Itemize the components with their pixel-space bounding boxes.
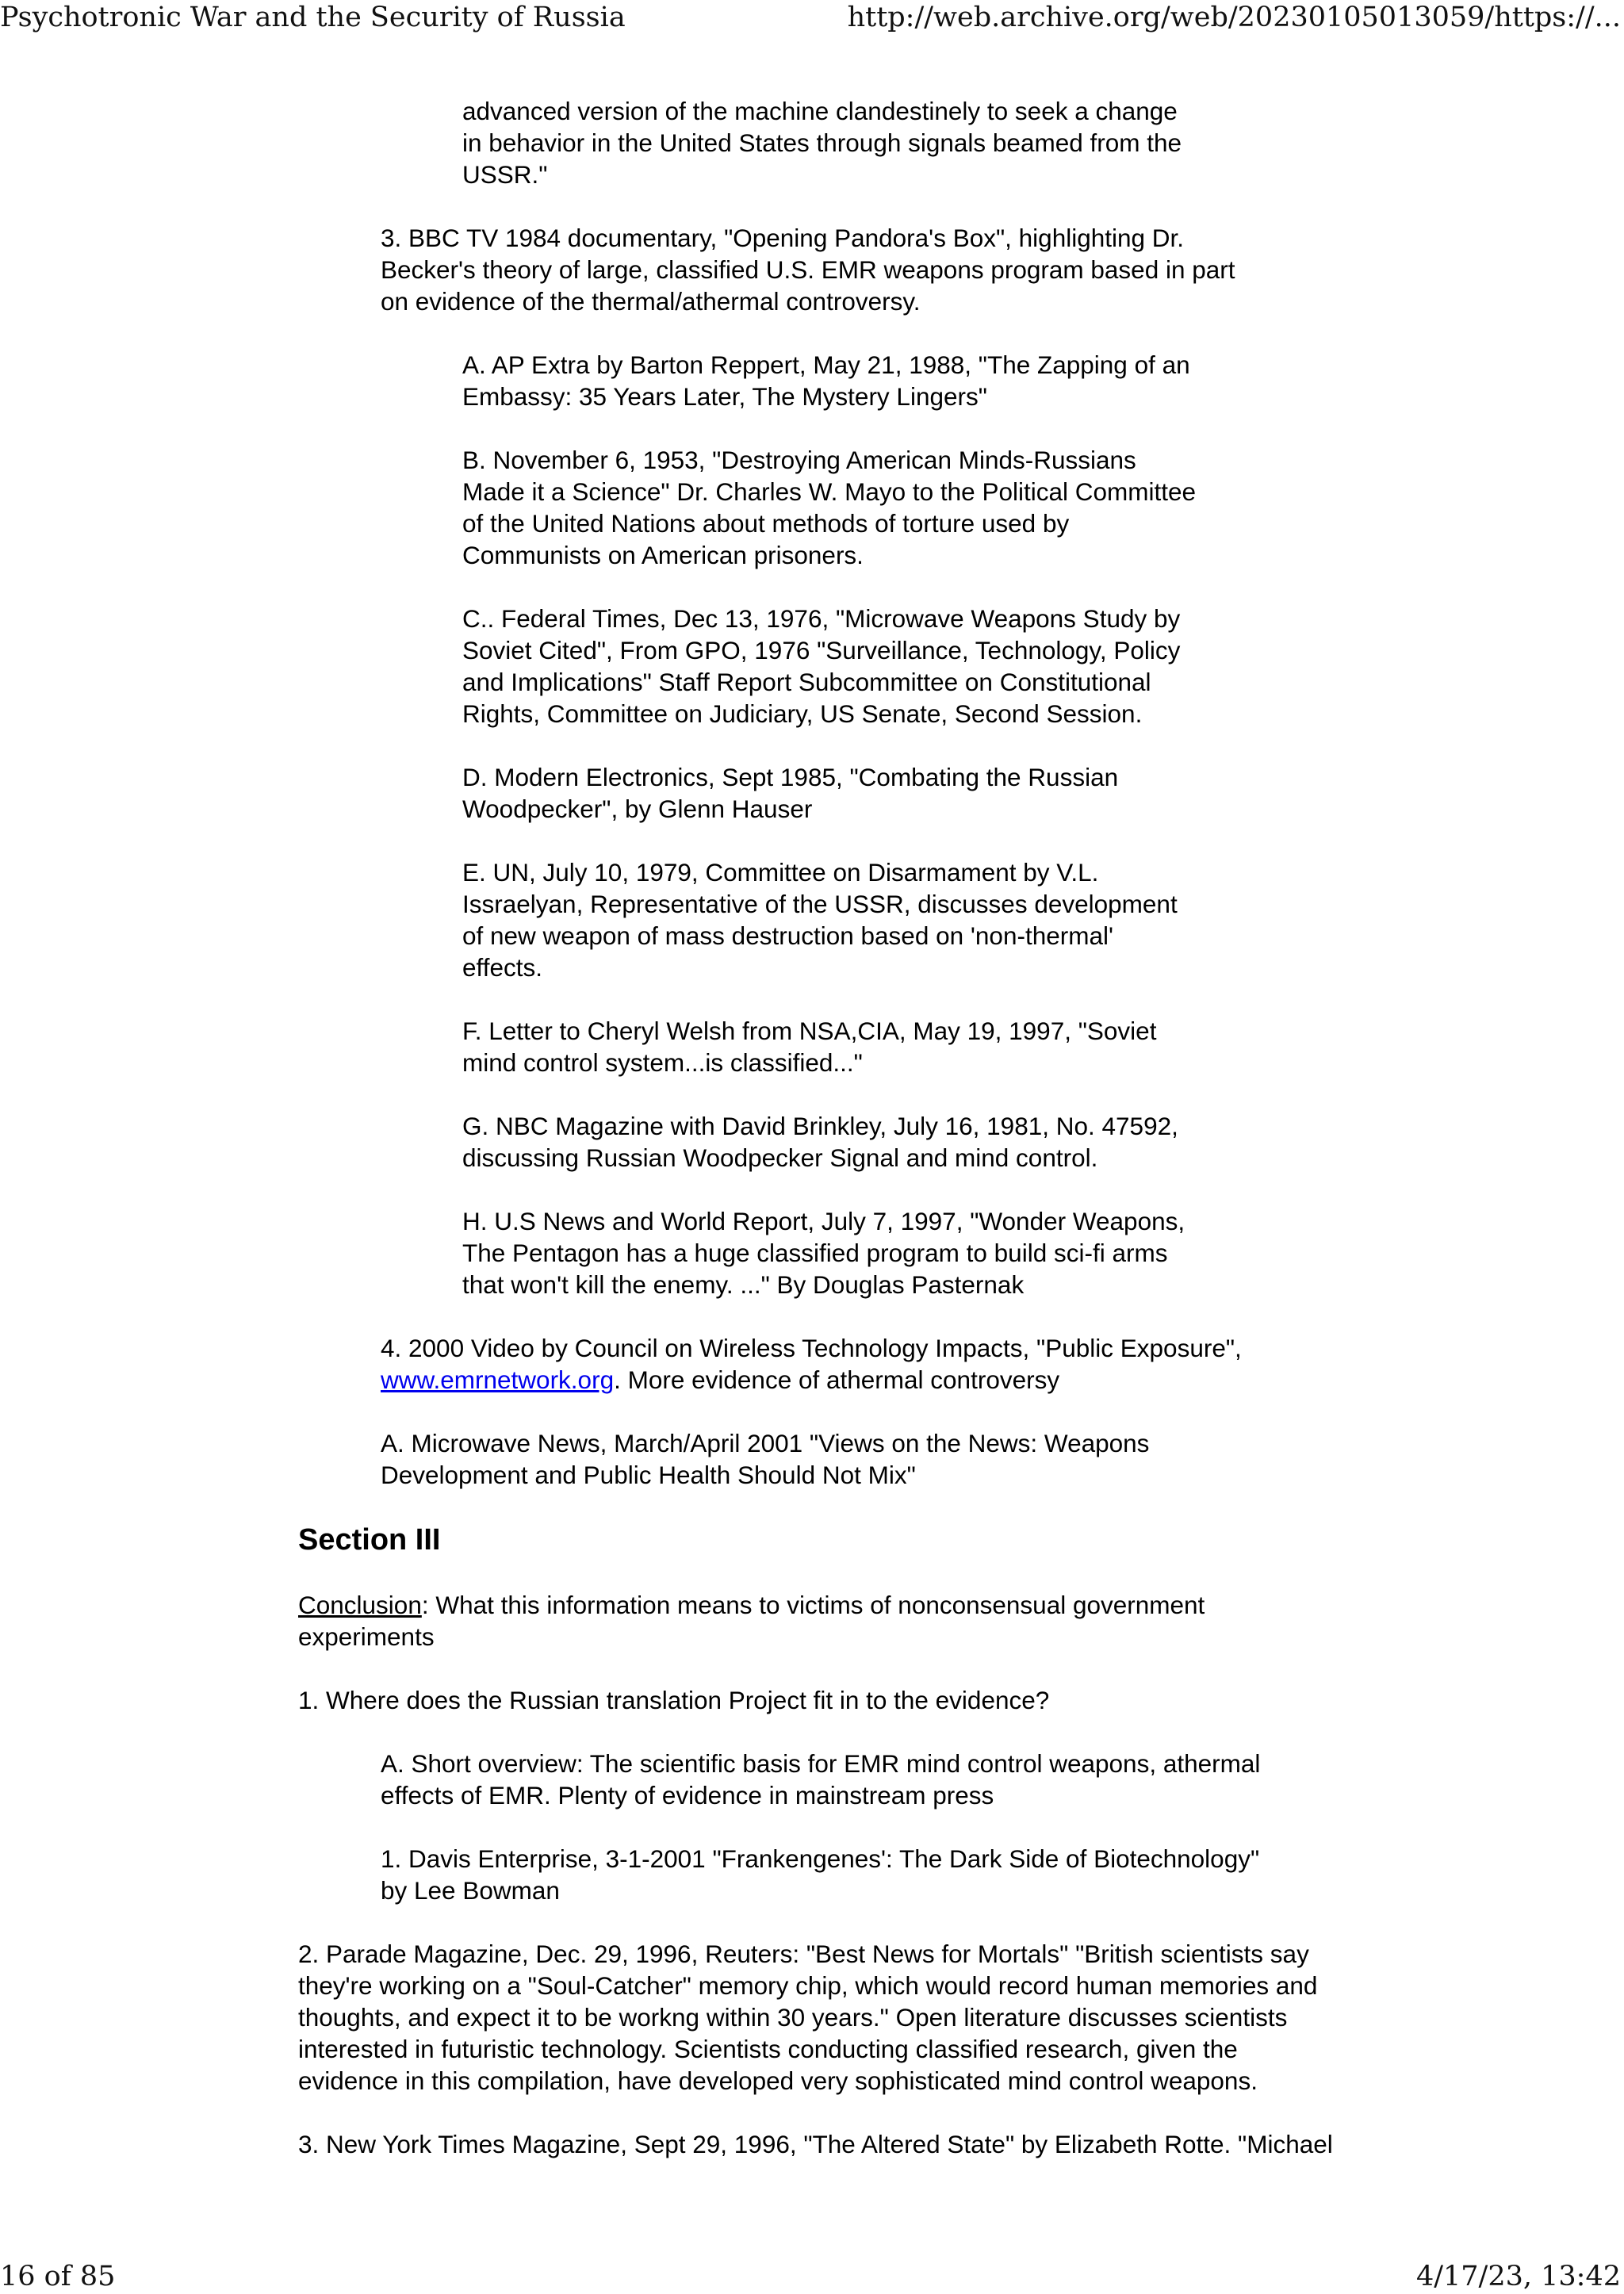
question-1: 1. Where does the Russian translation Project fit in to the evidence? xyxy=(298,1686,1050,1714)
sub-item-g: G. NBC Magazine with David Brinkley, July 16, 1981, No. 47592, discussing Russian Woodpecker Signal and mind control. xyxy=(462,1112,1178,1172)
sub-item-f: F. Letter to Cheryl Welsh from NSA,CIA, May 19, 1997, "Soviet mind control system...is classified..." xyxy=(462,1017,1157,1077)
sub-item-c: C.. Federal Times, Dec 13, 1976, "Microwave Weapons Study by Soviet Cited", From GPO, 1976 "Surveillance, Technology, Policy and Implications" Staff Report Subcommittee on Constitutional Rights, Committee on Judiciary, US Senate, Second Session. xyxy=(462,604,1181,728)
print-datetime: 4/17/23, 13:42 xyxy=(1415,2261,1621,2292)
list-item-2-parade: 2. Parade Magazine, Dec. 29, 1996, Reuters: "Best News for Mortals" "British scientists say they're working on a "Soul-Catcher" memory chip, which would record human memories and thoughts, and expect it to be workng within 30 years." Open literature discusses scientists interested in futuristic technology. Scientists conducting classified research, given the evidence in this compilation, have developed very sophisticated mind control weapons. xyxy=(298,1940,1318,2095)
sub-item-e: E. UN, July 10, 1979, Committee on Disarmament by V.L. Issraelyan, Representative of the USSR, discusses development of new weapon of mass destruction based on 'non-thermal' effects. xyxy=(462,858,1178,982)
section-heading: Section III xyxy=(298,1523,441,1557)
question-1-sub-1: 1. Davis Enterprise, 3-1-2001 "Frankengenes': The Dark Side of Biotechnology" by Lee Bowman xyxy=(381,1844,1260,1905)
item-4-sub-a: A. Microwave News, March/April 2001 "Views on the News: Weapons Development and Public Health Should Not Mix" xyxy=(381,1429,1150,1489)
document-url: http://web.archive.org/web/20230105013059/https://... xyxy=(847,2,1621,33)
question-1-sub-a: A. Short overview: The scientific basis for EMR mind control weapons, athermal effects of EMR. Plenty of evidence in mainstream press xyxy=(381,1749,1261,1810)
list-item-3-nyt: 3. New York Times Magazine, Sept 29, 1996, "The Altered State" by Elizabeth Rotte. "Michael xyxy=(298,2130,1333,2158)
conclusion-paragraph: Conclusion: What this information means to victims of nonconsensual government experiments xyxy=(298,1589,1408,1653)
sub-item-a: A. AP Extra by Barton Reppert, May 21, 1988, "The Zapping of an Embassy: 35 Years Later, The Mystery Lingers" xyxy=(462,350,1190,411)
sub-item-d: D. Modern Electronics, Sept 1985, "Combating the Russian Woodpecker", by Glenn Hauser xyxy=(462,763,1119,823)
emrnetwork-link[interactable]: www.emrnetwork.org xyxy=(381,1365,615,1394)
list-item-3-bbc: 3. BBC TV 1984 documentary, "Opening Pandora's Box", highlighting Dr. Becker's theory of large, classified U.S. EMR weapons program based in part on evidence of the thermal/athermal controversy. xyxy=(381,224,1235,316)
list-item-4-video: 4. 2000 Video by Council on Wireless Technology Impacts, "Public Exposure", www.emrnetwork.org. More evidence of athermal controversy xyxy=(381,1332,1316,1396)
print-footer xyxy=(0,2259,1624,2294)
print-header xyxy=(0,0,1624,35)
item-4-line-2: www.emrnetwork.org. More evidence of athermal controversy xyxy=(381,1365,1060,1394)
sub-item-h: H. U.S News and World Report, July 7, 1997, "Wonder Weapons, The Pentagon has a huge classified program to build sci-fi arms that won't kill the enemy. ..." By Douglas Pasternak xyxy=(462,1207,1185,1299)
conclusion-label: Conclusion xyxy=(298,1591,422,1619)
conclusion-line-1: Conclusion: What this information means to victims of nonconsensual government xyxy=(298,1591,1205,1619)
page-number: 16 of 85 xyxy=(0,2261,116,2292)
sub-item-b: B. November 6, 1953, "Destroying American Minds-Russians Made it a Science" Dr. Charles W. Mayo to the Political Committee of the United Nations about methods of torture used by Communists on American prisoners. xyxy=(462,446,1197,569)
document-body xyxy=(0,95,1624,2192)
quote-fragment: advanced version of the machine clandestinely to seek a change in behavior in the United States through signals beamed from the USSR." xyxy=(462,97,1182,189)
document-title: Psychotronic War and the Security of Russia xyxy=(0,2,626,33)
